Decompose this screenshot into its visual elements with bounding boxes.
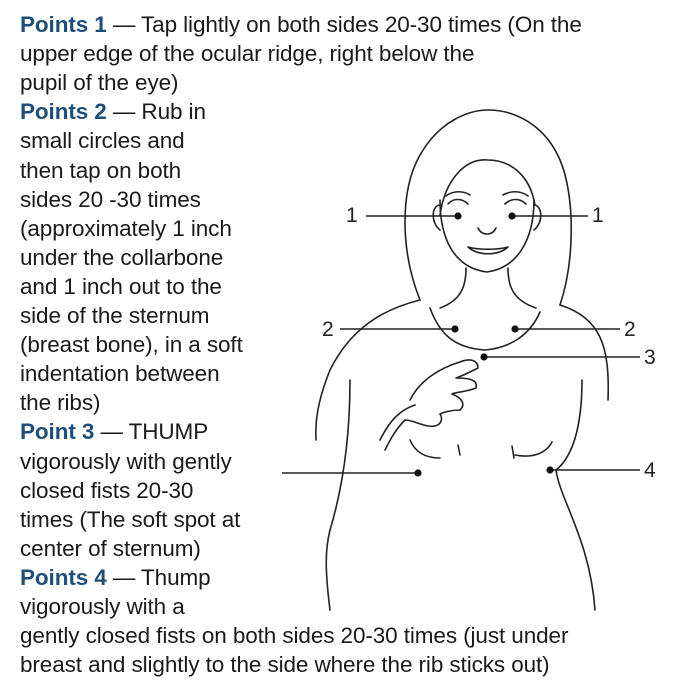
label-point3: 3 [644,346,656,369]
hair-inner [440,160,535,215]
label-point4: 4 [644,459,656,482]
point-description: vigorously with gently [20,448,232,474]
point-description: vigorously with a [20,594,185,619]
point-description: small circles and [20,128,185,154]
point-heading: Point 3 [20,419,95,445]
point-description: pupil of the eye) [20,70,179,96]
right-eye [505,200,526,205]
point-description: — THUMP [94,419,209,445]
mouth [468,247,508,254]
point-description: upper edge of the ocular ridge, right below the [20,41,475,67]
point-description: under the collarbone [20,244,224,270]
point-description: (approximately 1 inch [20,215,232,241]
nose [478,228,496,234]
point-description: (breast bone), in a soft [20,332,243,358]
point-description: sides 20 -30 times [20,186,201,212]
label-point1-left: 1 [346,204,358,227]
point-heading: Points 1 [20,12,107,37]
label-point2-right: 2 [624,318,636,341]
point-description: breast and slightly to the side where the rib sticks out) [20,652,550,678]
point-heading: Points 2 [20,99,107,125]
point-description: center of sternum) [20,535,201,561]
hair-outline [405,110,571,305]
point-heading: Points 4 [20,564,107,590]
point-description: the ribs) [20,390,101,416]
point-description: — Tap lightly on both sides 20-30 times (On the [106,12,582,37]
point-description: — Rub in [106,99,206,125]
label-point2-left: 2 [322,318,334,341]
point-description: gently closed fists on both sides 20-30 times (just under [20,623,569,649]
point-description: and 1 inch out to the [20,273,222,299]
point-description: then tap on both [20,157,182,183]
neck [440,268,466,308]
point-description: closed fists 20-30 [20,477,194,503]
label-point1-right: 1 [592,204,604,227]
left-eye [448,200,468,205]
point-description: — Thump [106,564,211,590]
point-description: times (The soft spot at [20,506,241,532]
point-description: indentation between [20,361,220,387]
point-description: side of the sternum [20,303,210,328]
face-outline [440,200,534,272]
hand [405,360,478,426]
